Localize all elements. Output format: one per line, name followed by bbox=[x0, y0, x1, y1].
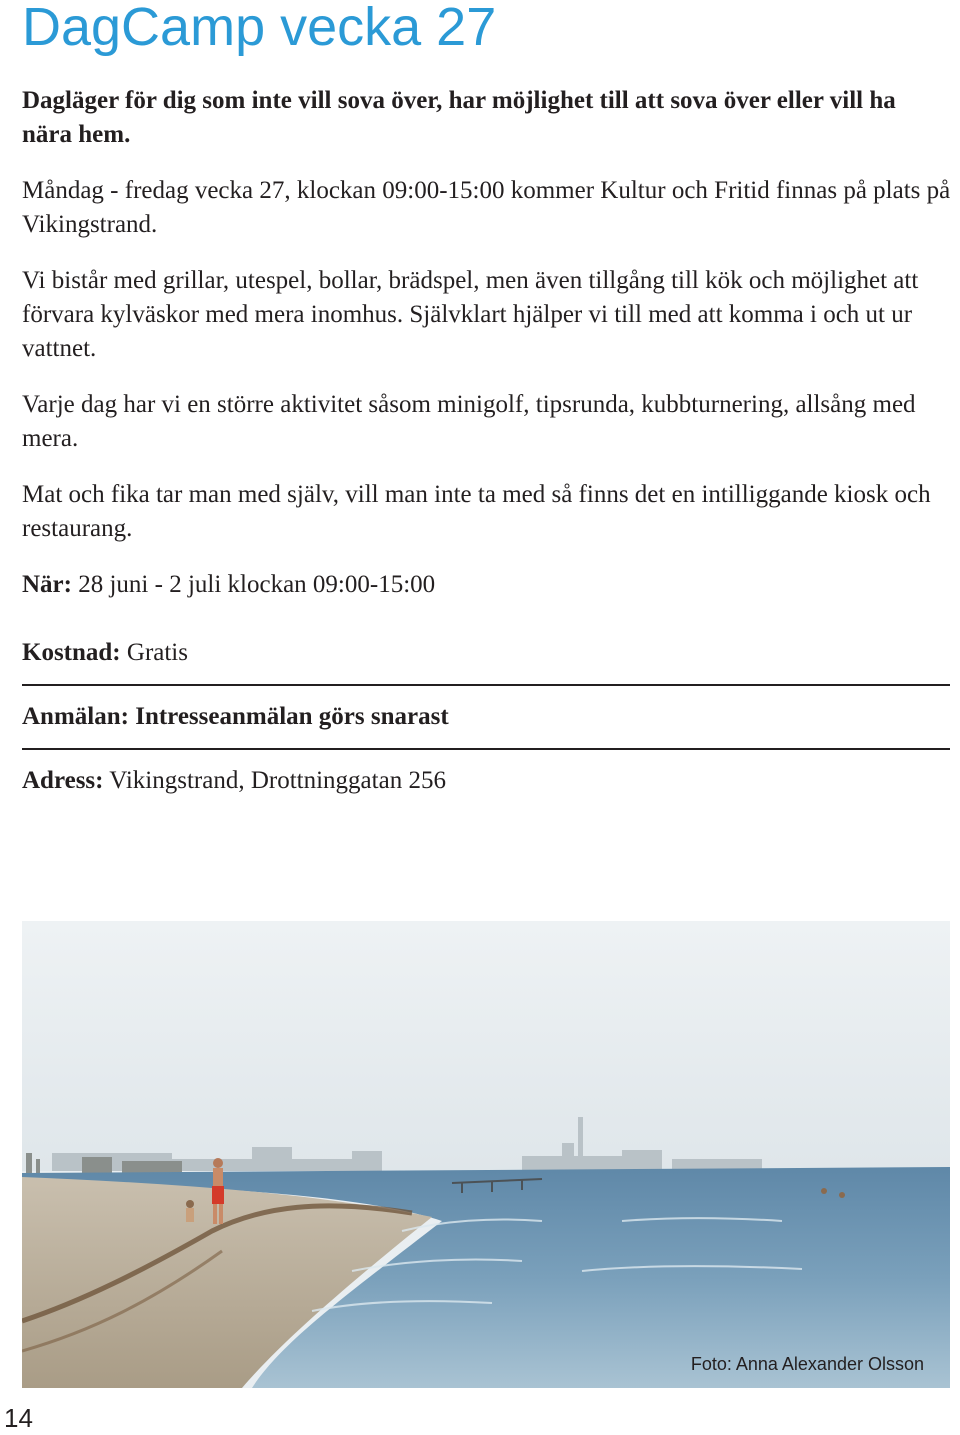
info-when bbox=[22, 568, 952, 602]
body-paragraph-activities: Varje dag har vi en större aktivitet såsom minigolf, tipsrunda, kubbturnering, allsång med mera. bbox=[22, 391, 916, 452]
article-body bbox=[22, 84, 952, 798]
divider bbox=[22, 748, 950, 750]
info-cost-label: Kostnad: bbox=[22, 639, 121, 666]
photo-credit: Foto: Anna Alexander Olsson bbox=[690, 1354, 924, 1374]
info-signup-label: Anmälan: bbox=[22, 703, 129, 730]
page-number: 14 bbox=[4, 1403, 33, 1433]
divider bbox=[22, 684, 950, 686]
body-paragraph-facilities: Vi bistår med grillar, utespel, bollar, brädspel, men även tillgång till kök och möjlighet att förvara kylväskor med mera inomhus. Självklart hjälper vi till med att komma i och ut ur vattnet. bbox=[22, 267, 919, 362]
body-paragraph-schedule: Måndag - fredag vecka 27, klockan 09:00-15:00 kommer Kultur och Fritid finnas på plats på Vikingstrand. bbox=[22, 177, 951, 238]
info-cost bbox=[22, 636, 952, 670]
info-cost-value: Gratis bbox=[126, 639, 188, 666]
info-address bbox=[22, 764, 952, 798]
body-paragraph-food: Mat och fika tar man med själv, vill man inte ta med så finns det en intilliggande kiosk och restaurang. bbox=[22, 481, 931, 542]
page-title: DagCamp vecka 27 bbox=[22, 0, 497, 57]
info-address-value: Vikingstrand, Drottninggatan 256 bbox=[109, 767, 446, 794]
intro-paragraph: Dagläger för dig som inte vill sova över, har möjlighet till att sova över eller vill ha nära hem. bbox=[22, 87, 896, 148]
info-signup-value: Intresseanmälan görs snarast bbox=[135, 703, 449, 730]
info-when-label: När: bbox=[22, 571, 72, 598]
info-signup bbox=[22, 700, 952, 734]
beach-photo-illustration bbox=[22, 921, 950, 1388]
info-when-value: 28 juni - 2 juli klockan 09:00-15:00 bbox=[78, 571, 436, 598]
info-address-label: Adress: bbox=[22, 767, 104, 794]
beach-photo bbox=[22, 921, 950, 1388]
